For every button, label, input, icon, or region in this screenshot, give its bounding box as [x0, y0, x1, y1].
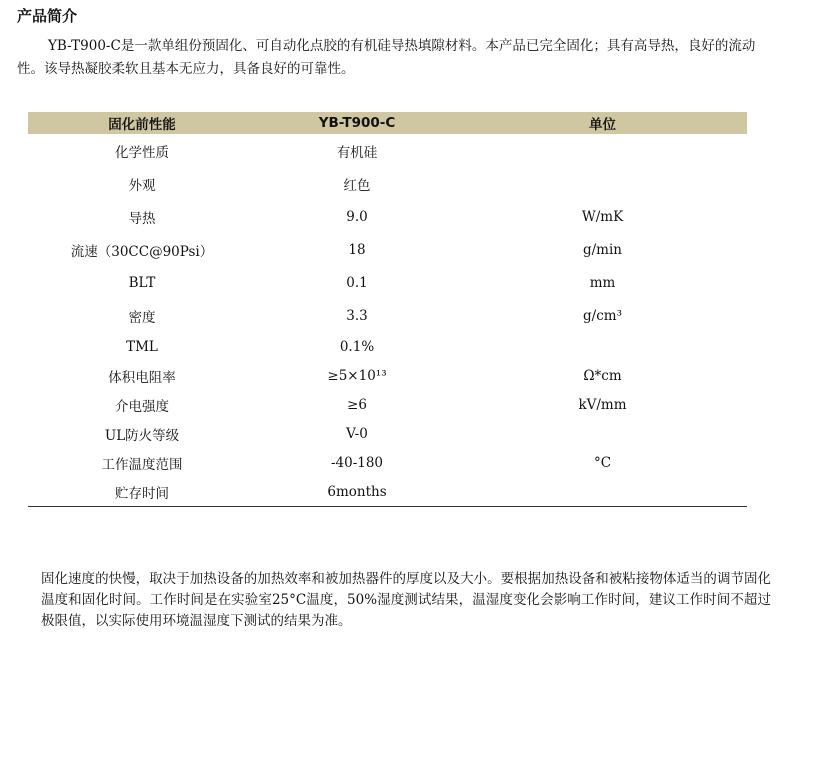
curing-note-paragraph: 固化速度的快慢，取决于加热设备的加热效率和被加热器件的厚度以及大小。要根据加热设备和被粘接物体适当的调节固化温度和固化时间。工作时间是在实验室25°C温度，50%湿度测试结果，温湿度变化会影响工作时间，建议工作时间不超过极限值，以实际使用环境温湿度下测试的结果为准。 [41, 571, 771, 629]
cell-property: 贮存时间 [28, 477, 256, 507]
cell-value: 9.0 [346, 208, 368, 225]
table-row [28, 390, 747, 419]
cell-value: 0.1 [346, 274, 368, 291]
cell-unit: W/mK [581, 208, 624, 225]
spec-table [28, 112, 747, 507]
cell-value: V-0 [346, 425, 368, 442]
cell-value: -40-180 [330, 454, 384, 471]
cell-unit [458, 477, 747, 507]
table-row [28, 419, 747, 448]
cell-property: 导热 [128, 210, 156, 227]
cell-unit: °C [593, 454, 612, 471]
cell-property: 工作温度范围 [101, 456, 183, 473]
cell-unit: Ω*cm [583, 367, 622, 384]
table-header-row [28, 112, 747, 134]
table-row [28, 361, 747, 390]
cell-value: 6months [256, 477, 458, 507]
cell-property: TML [126, 338, 158, 355]
cell-unit: g/min [582, 241, 622, 258]
table-row [28, 167, 747, 200]
cell-property: UL防火等级 [104, 427, 180, 444]
cell-value: 0.1% [339, 338, 375, 355]
table-row [28, 200, 747, 233]
cell-unit [458, 332, 747, 361]
cell-value: 18 [348, 241, 366, 258]
cell-property: 密度 [128, 309, 156, 326]
table-row [28, 299, 747, 332]
cell-property: BLT [128, 274, 156, 291]
section-title: 产品简介 [17, 7, 78, 25]
cell-property: 化学性质 [115, 144, 169, 161]
cell-value: 红色 [343, 177, 371, 194]
header-unit: 单位 [458, 112, 747, 134]
cell-value: ≥5×10¹³ [327, 367, 387, 384]
cell-value: 3.3 [346, 307, 368, 324]
cell-unit [458, 167, 747, 200]
table-row [28, 134, 747, 167]
table-row [28, 233, 747, 266]
table-row [28, 448, 747, 477]
cell-property: 介电强度 [115, 398, 169, 415]
cell-property: 流速（30CC@90Psi） [70, 243, 214, 260]
intro-paragraph: YB-T900-C是一款单组份预固化、可自动化点胶的有机硅导热填隙材料。本产品已完全固化；具有高导热，良好的流动性。该导热凝胶柔软且基本无应力，具备良好的可靠性。 [17, 38, 756, 77]
cell-unit: g/cm³ [583, 307, 622, 324]
cell-unit: kV/mm [578, 396, 627, 413]
header-property: 固化前性能 [28, 112, 256, 134]
cell-value: ≥6 [347, 396, 367, 413]
cell-value: 有机硅 [336, 144, 378, 161]
table-row [28, 266, 747, 299]
cell-property: 外观 [128, 177, 156, 194]
header-value: YB-T900-C [256, 112, 458, 134]
cell-property: 体积电阻率 [108, 369, 176, 386]
cell-unit [458, 419, 747, 448]
table-row [28, 332, 747, 361]
cell-unit: mm [589, 274, 616, 291]
cell-unit [458, 134, 747, 167]
table-row [28, 477, 747, 507]
